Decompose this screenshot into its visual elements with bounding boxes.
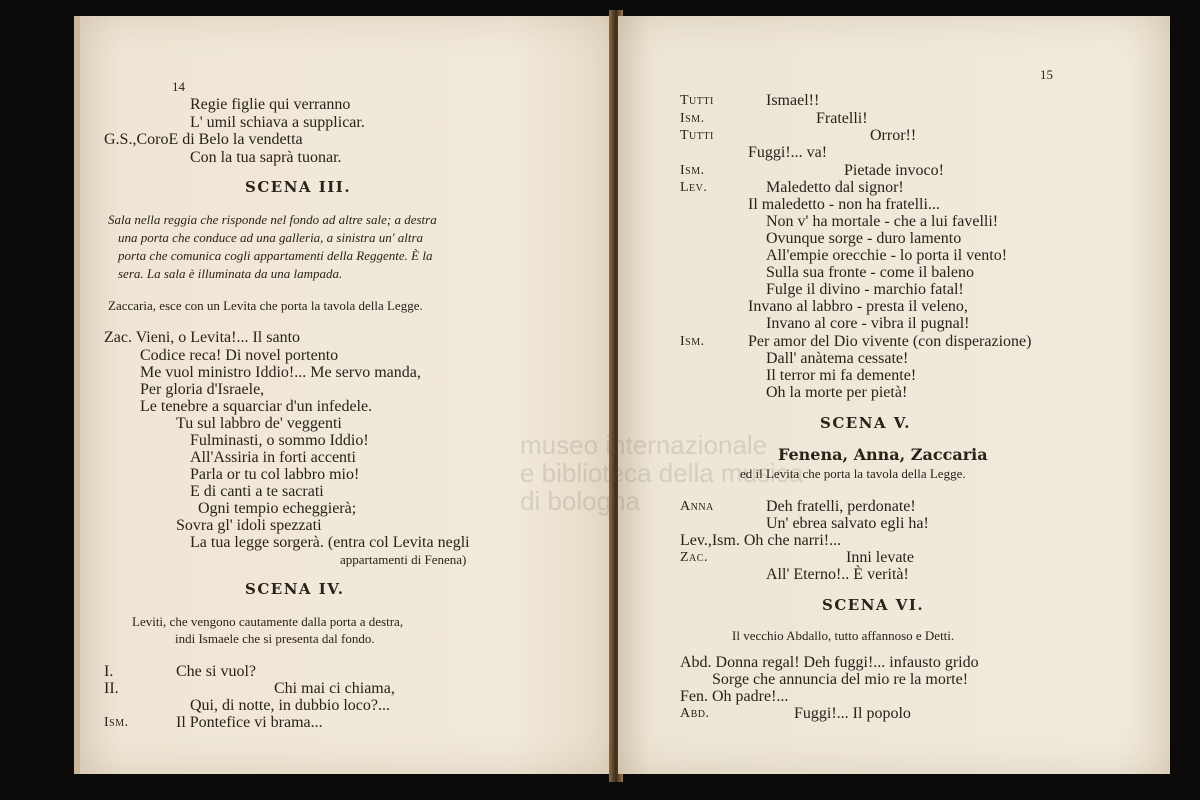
left-page-line: Qui, di notte, in dubbio loco?... bbox=[190, 697, 390, 714]
left-page-line: Le tenebre a squarciar d'un infedele. bbox=[140, 398, 373, 415]
right-page-line: Lev.,Ism. Oh che narri!... bbox=[680, 532, 842, 549]
right-page-line: Oh la morte per pietà! bbox=[766, 384, 908, 401]
left-page-line: L' umil schiava a supplicar. bbox=[190, 114, 365, 131]
right-page-line: Abd. bbox=[680, 706, 710, 721]
right-page-number: 15 bbox=[1040, 67, 1053, 82]
left-page-line: Fulminasti, o sommo Iddio! bbox=[190, 432, 369, 449]
left-page-line: Chi mai ci chiama, bbox=[274, 680, 395, 697]
right-page-line: Ismael!! bbox=[766, 92, 820, 109]
left-page-line: SCENA III. bbox=[245, 178, 352, 196]
right-page-line: Lev. bbox=[680, 180, 708, 195]
left-page-line: I. bbox=[104, 663, 114, 680]
left-page-line: Per gloria d'Israele, bbox=[140, 381, 265, 398]
right-page-line: Il maledetto - non ha fratelli... bbox=[748, 196, 940, 213]
right-page-line: Invano al core - vibra il pugnal! bbox=[766, 315, 970, 332]
right-page-line: Fuggi!... va! bbox=[748, 144, 828, 161]
left-page-line: una porta che conduce ad una galleria, a sinistra un' altra bbox=[118, 230, 424, 245]
left-page-line: Che si vuol? bbox=[176, 663, 256, 680]
right-page-line: Fen. Oh padre!... bbox=[680, 688, 789, 705]
right-page-line: Zac. bbox=[680, 550, 708, 565]
left-page-line: II. bbox=[104, 680, 119, 697]
left-page-line: G.S.,CoroE di Belo la vendetta bbox=[104, 131, 303, 148]
left-page-line: Ism. bbox=[104, 715, 129, 730]
right-page-line: Ism. bbox=[680, 111, 705, 126]
right-page-line: Deh fratelli, perdonate! bbox=[766, 498, 916, 515]
right-page-line: ed il Levita che porta la tavola della Legge. bbox=[740, 466, 966, 481]
left-page-line: SCENA IV. bbox=[245, 580, 345, 598]
left-page-number: 14 bbox=[172, 79, 185, 94]
left-page-line: Il Pontefice vi brama... bbox=[176, 714, 323, 731]
left-page-line: Ogni tempio echeggierà; bbox=[198, 500, 357, 517]
right-page-line: Fuggi!... Il popolo bbox=[794, 705, 911, 722]
right-page-line: Per amor del Dio vivente (con disperazione) bbox=[748, 333, 1032, 350]
right-page-line: Ovunque sorge - duro lamento bbox=[766, 230, 962, 247]
left-page-line: Zaccaria, esce con un Levita che porta la tavola della Legge. bbox=[108, 298, 423, 313]
left-page-line: sera. La sala è illuminata da una lampada. bbox=[118, 266, 343, 281]
watermark-line-2: e biblioteca della musica bbox=[520, 458, 804, 488]
right-page-line: Abd. Donna regal! Deh fuggi!... infausto grido bbox=[680, 654, 979, 671]
right-page-line: Inni levate bbox=[846, 549, 914, 566]
right-page-line: Non v' ha mortale - che a lui favelli! bbox=[766, 213, 999, 230]
right-page-line: Tutti bbox=[680, 128, 714, 143]
right-page-line: Pietade invoco! bbox=[844, 162, 944, 179]
left-page-line: porta che comunica cogli appartamenti della Reggente. È la bbox=[118, 248, 433, 263]
right-page-line: Invano al labbro - presta il veleno, bbox=[748, 298, 968, 315]
right-page-line: All'empie orecchie - lo porta il vento! bbox=[766, 247, 1008, 264]
right-page-line: Ism. bbox=[680, 334, 705, 349]
left-page-line: Me vuol ministro Iddio!... Me servo manda, bbox=[140, 364, 421, 381]
left-page-line: Leviti, che vengono cautamente dalla porta a destra, bbox=[132, 614, 404, 629]
watermark-line-3: di bologna bbox=[520, 486, 640, 516]
right-page-line: SCENA V. bbox=[820, 414, 912, 432]
right-page-line: Fulge il divino - marchio fatal! bbox=[766, 281, 964, 298]
left-page-line: Con la tua saprà tuonar. bbox=[190, 149, 342, 166]
right-page-line: Il terror mi fa demente! bbox=[766, 367, 917, 384]
left-page-line: Codice reca! Di novel portento bbox=[140, 347, 339, 364]
right-page-line: Sorge che annuncia del mio re la morte! bbox=[712, 671, 969, 688]
left-page-line: Zac. Vieni, o Levita!... Il santo bbox=[104, 329, 301, 346]
left-page-line: Sovra gl' idoli spezzati bbox=[176, 517, 322, 534]
right-page-line: Dall' anàtema cessate! bbox=[766, 350, 909, 367]
right-page-line: All' Eterno!.. È verità! bbox=[766, 566, 909, 583]
left-page-line: indi Ismaele che si presenta dal fondo. bbox=[175, 631, 375, 646]
right-page-line: Fenena, Anna, Zaccaria bbox=[778, 445, 988, 464]
right-page-line: Anna bbox=[680, 499, 714, 514]
left-page-line: La tua legge sorgerà. (entra col Levita negli bbox=[190, 534, 470, 551]
right-page-line: Tutti bbox=[680, 93, 714, 108]
left-page-line: Regie figlie qui verranno bbox=[190, 96, 351, 113]
left-page-line: Sala nella reggia che risponde nel fondo ad altre sale; a destra bbox=[108, 212, 437, 227]
right-page-line: Sulla sua fronte - come il baleno bbox=[766, 264, 974, 281]
left-page-line: appartamenti di Fenena) bbox=[340, 552, 467, 567]
watermark-line-1: museo internazionale bbox=[520, 430, 768, 460]
left-page-line: Tu sul labbro de' veggenti bbox=[176, 415, 342, 432]
right-page-line: Orror!! bbox=[870, 127, 917, 144]
right-page-line: SCENA VI. bbox=[822, 596, 925, 614]
left-page-line: E di canti a te sacrati bbox=[190, 483, 324, 500]
right-page-line: Ism. bbox=[680, 163, 705, 178]
right-page-line: Un' ebrea salvato egli ha! bbox=[766, 515, 929, 532]
right-page-line: Maledetto dal signor! bbox=[766, 179, 904, 196]
right-page-line: Fratelli! bbox=[816, 110, 868, 127]
left-page-line: All'Assiria in forti accenti bbox=[190, 449, 356, 466]
left-page-line: Parla or tu col labbro mio! bbox=[190, 466, 360, 483]
right-page-line: Il vecchio Abdallo, tutto affannoso e Detti. bbox=[732, 628, 955, 643]
